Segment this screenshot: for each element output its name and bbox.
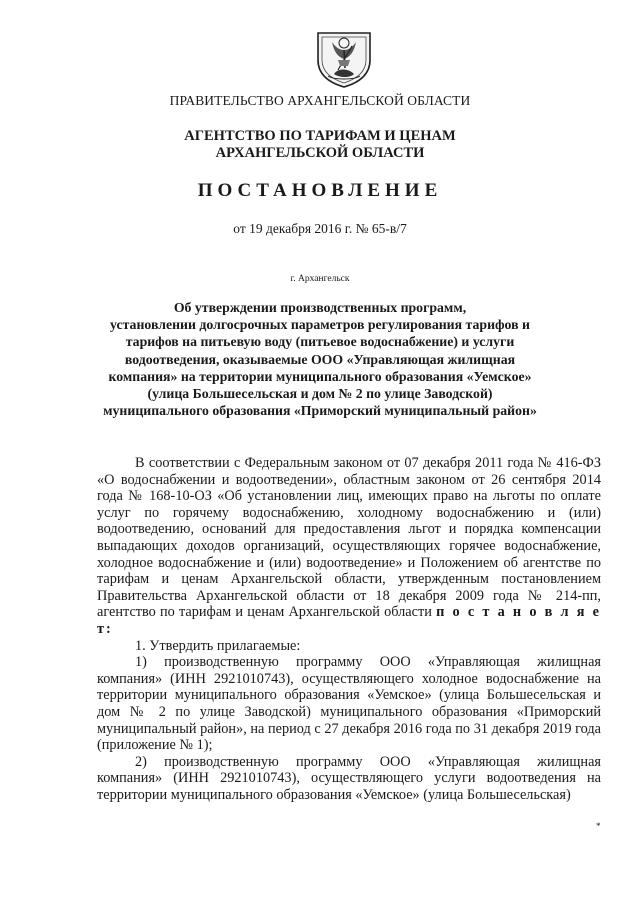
agency-name [0,128,640,162]
preamble-text: В соответствии с Федеральным законом от 07 декабря 2011 года № 416-ФЗ «О водоснабжении и водоотведении», областным законом от 26 сентября 2014 года № 168-10-ОЗ «Об установлении лиц, имеющих право на льготы по оплате услуг по горячему водоснабжению, холодному водоснабжению и (или) водоотведению, оснований для предоставления льгот и порядка компенсации выпадающих доходов организаций, осуществляющих горячее водоснабжение, холодное водоснабжение и (или) водоотведение» и Положением об агентстве по тарифам и ценам Архангельской области, утвержденным постановлением Правительства Архангельской области от 18 декабря 2009 года № 214-пп, агентство по тарифам и ценам Архангельской области [97,455,601,621]
item-1-2: 2) производственную программу ООО «Управляющая жилищная компания» (ИНН 2921010743), осуществляющего услуги водоотведения на территории муниципального образования «Уемское» (улица Большесельская) [97,753,601,803]
title-line: муниципального образования «Приморский муниципальный район» [103,403,537,419]
document-type: ПОСТАНОВЛЕНИЕ [197,180,443,201]
title-line: Об утверждении производственных программ, [173,300,467,315]
title-line: водоотведения, оказываемые ООО «Управляющая жилищная [124,351,516,367]
agency-name-line: АРХАНГЕЛЬСКОЙ ОБЛАСТИ [215,145,425,161]
title-line: тарифов на питьевую воду (питьевое водоснабжение) и услуги [125,334,515,350]
title-line: установлении долгосрочных параметров регулирования тарифов и [110,317,530,333]
title-line: компания» на территории муниципального образования «Уемское» [108,368,532,384]
decree-verb: п о с т а н о в л я е т: [97,604,602,637]
city-label: г. Архангельск [290,274,350,284]
decree-body [97,455,601,803]
decree-title [0,299,640,419]
item-1: 1. Утвердить прилагаемые: [135,637,301,654]
page-marker: * [596,821,601,831]
government-name: ПРАВИТЕЛЬСТВО АРХАНГЕЛЬСКОЙ ОБЛАСТИ [169,93,471,108]
agency-name-line: АГЕНТСТВО ПО ТАРИФАМ И ЦЕНАМ [184,128,456,144]
coat-of-arms-emblem [314,30,374,88]
title-line: (улица Большесельская и дом № 2 по улице Заводской) [147,386,493,402]
decree-date-number: от 19 декабря 2016 г. № 65-в/7 [233,221,407,236]
preamble-paragraph [97,455,601,638]
item-1-1: 1) производственную программу ООО «Управляющая жилищная компания» (ИНН 2921010743), осуществляющего холодное водоснабжение на территории муниципального образования «Уемское» (улица Большесельская и дом № 2 по улице Заводской) муниципального образования «Приморский муниципальный район», на период с 27 декабря 2016 года по 31 декабря 2019 года (приложение № 1); [97,654,601,754]
